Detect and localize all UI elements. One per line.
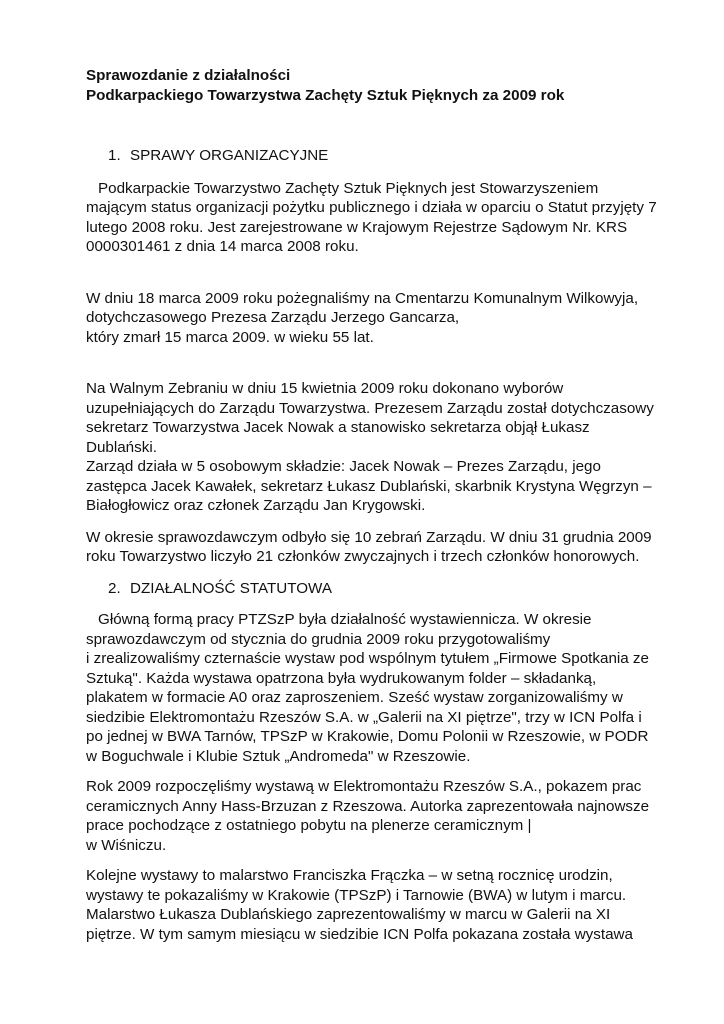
paragraph-next-exhibitions <box>86 866 646 944</box>
text-line: po jednej w BWA Tarnów, TPSzP w Krakowie, Domu Polonii w Rzeszowie, w PODR <box>86 728 649 745</box>
text-line: Białogłowicz oraz członek Zarządu Jan Krygowski. <box>86 497 426 514</box>
text-line: ceramicznych Anny Hass-Brzuzan z Rzeszowa. Autorka zaprezentowała najnowsze <box>86 797 650 815</box>
text-line: w Wiśniczu. <box>86 836 167 854</box>
title-line: Podkarpackiego Towarzystwa Zachęty Sztuk Pięknych za 2009 rok <box>86 86 565 104</box>
text-line: i zrealizowaliśmy czternaście wystaw pod wspólnym tytułem „Firmowe Spotkania ze <box>86 650 649 667</box>
text-line: Podkarpackie Towarzystwo Zachęty Sztuk Pięknych jest Stowarzyszeniem <box>98 179 599 197</box>
text-line: prace pochodzące z ostatniego pobytu na plenerze ceramicznym | <box>86 817 532 834</box>
text-line: Główną formą pracy PTZSzP była działalność wystawiennicza. W okresie <box>98 611 592 628</box>
text-line: Dublański. <box>86 438 157 456</box>
text-line: W okresie sprawozdawczym odbyło się 10 zebrań Zarządu. W dniu 31 grudnia 2009 <box>86 528 652 546</box>
text-line: zastępca Jacek Kawałek, sekretarz Łukasz Dublański, skarbnik Krystyna Węgrzyn – <box>86 477 652 495</box>
paragraph-board-election <box>86 379 654 516</box>
document-title <box>86 66 646 105</box>
section-title: DZIAŁALNOŚĆ STATUTOWA <box>130 579 332 597</box>
section-title: SPRAWY ORGANIZACYJNE <box>130 147 329 164</box>
text-line: dotychczasowego Prezesa Zarządu Jerzego Gancarza, <box>86 309 460 326</box>
text-line: Malarstwo Łukasza Dublańskiego zaprezentowaliśmy w marcu w Galerii na XI <box>86 906 611 923</box>
text-line: roku Towarzystwo liczyło 21 członków zwyczajnych i trzech członków honorowych. <box>86 548 640 565</box>
text-line: uzupełniających do Zarządu Towarzystwa. Prezesem Zarządu został dotychczasowy <box>86 399 654 417</box>
text-line: Sztuką". Każda wystawa opatrzona była wydrukowanym folder – składanką, <box>86 669 597 687</box>
paragraph-meetings <box>86 528 652 567</box>
text-line: Na Walnym Zebraniu w dniu 15 kwietnia 2009 roku dokonano wyborów <box>86 380 564 397</box>
paragraph-exhibitions <box>86 610 649 766</box>
text-line: 0000301461 z dnia 14 marca 2008 roku. <box>86 238 359 255</box>
text-line: wystawy te pokazaliśmy w Krakowie (TPSzP) i Tarnowie (BWA) w lutym i marcu. <box>86 886 627 904</box>
section-number: 2. <box>108 579 121 597</box>
section-heading-2 <box>86 579 646 599</box>
title-line: Sprawozdanie z działalności <box>86 67 291 84</box>
text-line: sprawozdawczym od stycznia do grudnia 2009 roku przygotowaliśmy <box>86 630 551 648</box>
text-line: w Boguchwale i Klubie Sztuk „Andromeda" w Rzeszowie. <box>86 747 471 765</box>
text-line: W dniu 18 marca 2009 roku pożegnaliśmy na Cmentarzu Komunalnym Wilkowyja, <box>86 289 639 307</box>
text-line: lutego 2008 roku. Jest zarejestrowane w Krajowym Rejestrze Sądowym Nr. KRS <box>86 218 628 236</box>
document-page <box>86 66 657 944</box>
section-number: 1. <box>108 147 121 164</box>
text-line: Kolejne wystawy to malarstwo Franciszka Frączka – w setną rocznicę urodzin, <box>86 867 613 884</box>
text-line: który zmarł 15 marca 2009. w wieku 55 lat. <box>86 328 374 346</box>
text-line: plakatem w formacie A0 oraz zaproszeniem. Sześć wystaw zorganizowaliśmy w <box>86 689 623 706</box>
section-heading-1 <box>86 146 646 166</box>
text-line: Rok 2009 rozpoczęliśmy wystawą w Elektromontażu Rzeszów S.A., pokazem prac <box>86 778 642 795</box>
text-line: piętrze. W tym samym miesiącu w siedzibie ICN Polfa pokazana została wystawa <box>86 925 633 943</box>
text-line: sekretarz Towarzystwa Jacek Nowak a stanowisko sekretarza objął Łukasz <box>86 419 590 436</box>
text-line: siedzibie Elektromontażu Rzeszów S.A. w „Galerii na XI piętrze", trzy w ICN Polfa i <box>86 708 642 726</box>
paragraph-farewell <box>86 289 646 348</box>
paragraph-statute <box>86 179 657 257</box>
paragraph-first-exhibition <box>86 777 650 855</box>
text-line: mającym status organizacji pożytku publicznego i działa w oparciu o Statut przyjęty 7 <box>86 199 657 216</box>
text-line: Zarząd działa w 5 osobowym składzie: Jacek Nowak – Prezes Zarządu, jego <box>86 458 601 475</box>
